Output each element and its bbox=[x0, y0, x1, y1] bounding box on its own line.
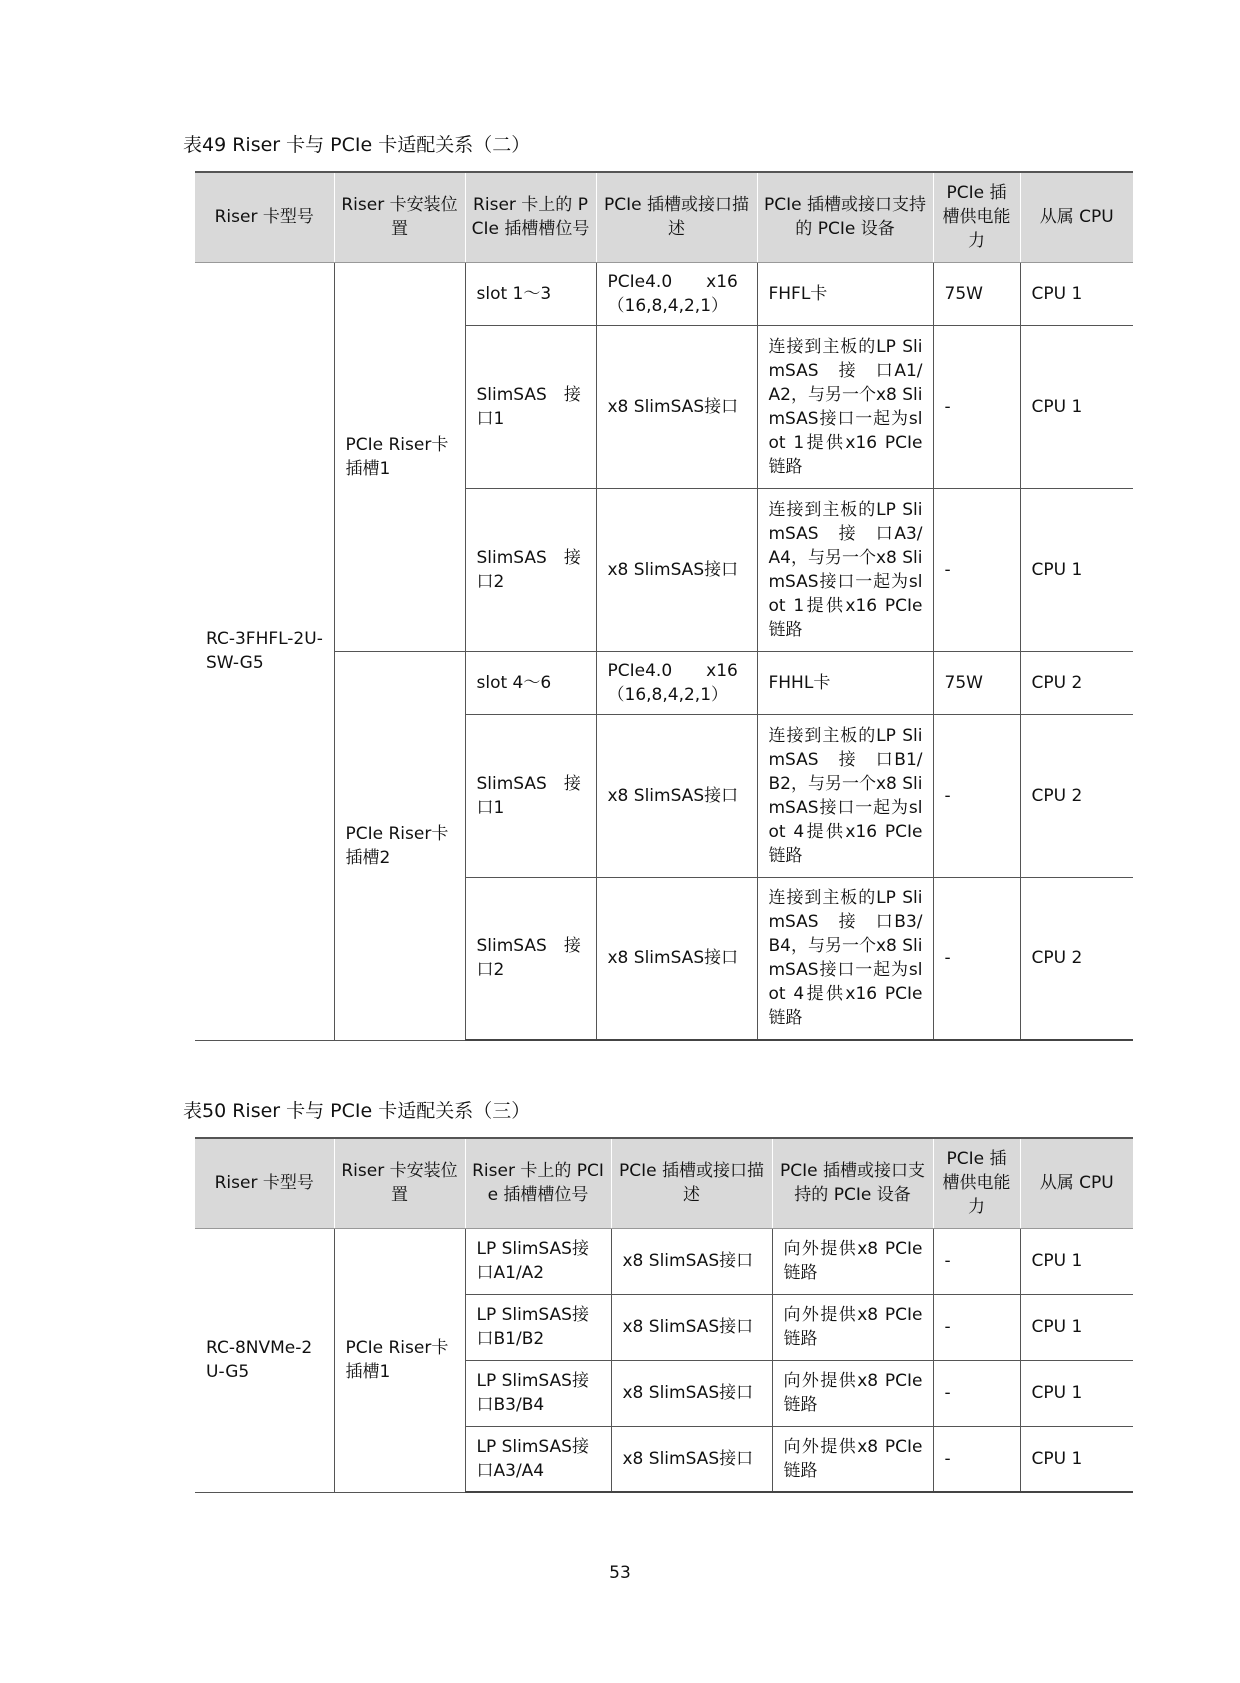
header-slot-number: Riser 卡上的 PCIe 插槽槽位号 bbox=[465, 1138, 611, 1228]
table-49-caption: 表49 Riser 卡与 PCIe 卡适配关系（二） bbox=[183, 134, 531, 156]
interface-cell: x8 SlimSAS接口 bbox=[611, 1426, 772, 1492]
cpu-cell: CPU 1 bbox=[1020, 1360, 1133, 1426]
header-power: PCIe 插槽供电能力 bbox=[933, 1138, 1020, 1228]
header-interface-desc: PCIe 插槽或接口描述 bbox=[596, 172, 757, 262]
power-cell: - bbox=[933, 1360, 1020, 1426]
power-cell: - bbox=[933, 1294, 1020, 1360]
power-cell: - bbox=[933, 488, 1020, 651]
header-power: PCIe 插槽供电能力 bbox=[933, 172, 1020, 262]
cpu-cell: CPU 1 bbox=[1020, 325, 1133, 488]
interface-cell: x8 SlimSAS接口 bbox=[611, 1360, 772, 1426]
device-cell: 向外提供x8 PCIe链路 bbox=[772, 1360, 933, 1426]
header-interface-desc: PCIe 插槽或接口描述 bbox=[611, 1138, 772, 1228]
install-position-cell: PCIe Riser卡插槽1 bbox=[334, 1228, 465, 1492]
header-supported-device: PCIe 插槽或接口支持的 PCIe 设备 bbox=[772, 1138, 933, 1228]
cpu-cell: CPU 1 bbox=[1020, 488, 1133, 651]
slot-cell: slot 1～3 bbox=[465, 262, 596, 325]
riser-model-cell: RC-8NVMe-2U-G5 bbox=[195, 1228, 334, 1492]
table-50-caption: 表50 Riser 卡与 PCIe 卡适配关系（三） bbox=[183, 1100, 531, 1122]
interface-cell: x8 SlimSAS接口 bbox=[596, 877, 757, 1040]
header-supported-device: PCIe 插槽或接口支持的 PCIe 设备 bbox=[757, 172, 933, 262]
install-position-cell: PCIe Riser卡插槽1 bbox=[334, 262, 465, 651]
slot-cell: slot 4～6 bbox=[465, 651, 596, 714]
cpu-cell: CPU 2 bbox=[1020, 714, 1133, 877]
interface-cell: x8 SlimSAS接口 bbox=[596, 325, 757, 488]
header-riser-model: Riser 卡型号 bbox=[195, 1138, 334, 1228]
header-cpu: 从属 CPU bbox=[1020, 1138, 1133, 1228]
slot-cell: LP SlimSAS接口B1/B2 bbox=[465, 1294, 611, 1360]
cpu-cell: CPU 1 bbox=[1020, 262, 1133, 325]
riser-model-cell: RC-3FHFL-2U-SW-G5 bbox=[195, 262, 334, 1040]
device-cell: 连接到主板的LP SlimSAS 接 口B1/B2，与另一个x8 SlimSAS接口一起为slot 4提供x16 PCIe链路 bbox=[757, 714, 933, 877]
cpu-cell: CPU 2 bbox=[1020, 651, 1133, 714]
table-row bbox=[195, 262, 1133, 325]
slot-cell: LP SlimSAS接口A1/A2 bbox=[465, 1228, 611, 1294]
table-row bbox=[195, 1228, 1133, 1294]
cpu-cell: CPU 1 bbox=[1020, 1294, 1133, 1360]
device-cell: 连接到主板的LP SlimSAS 接 口A1/A2，与另一个x8 SlimSAS接口一起为slot 1提供x16 PCIe链路 bbox=[757, 325, 933, 488]
slot-cell: SlimSAS 接口1 bbox=[465, 325, 596, 488]
slot-cell: LP SlimSAS接口B3/B4 bbox=[465, 1360, 611, 1426]
interface-cell: PCIe4.0 x16（16,8,4,2,1） bbox=[596, 651, 757, 714]
slot-cell: LP SlimSAS接口A3/A4 bbox=[465, 1426, 611, 1492]
interface-cell: PCIe4.0 x16（16,8,4,2,1） bbox=[596, 262, 757, 325]
power-cell: 75W bbox=[933, 651, 1020, 714]
header-cpu: 从属 CPU bbox=[1020, 172, 1133, 262]
cpu-cell: CPU 2 bbox=[1020, 877, 1133, 1040]
table-header-row bbox=[195, 1138, 1133, 1228]
interface-cell: x8 SlimSAS接口 bbox=[611, 1294, 772, 1360]
device-cell: 向外提供x8 PCIe链路 bbox=[772, 1426, 933, 1492]
device-cell: 向外提供x8 PCIe链路 bbox=[772, 1228, 933, 1294]
power-cell: - bbox=[933, 877, 1020, 1040]
device-cell: 连接到主板的LP SlimSAS 接 口A3/A4，与另一个x8 SlimSAS接口一起为slot 1提供x16 PCIe链路 bbox=[757, 488, 933, 651]
power-cell: - bbox=[933, 1228, 1020, 1294]
device-cell: 向外提供x8 PCIe链路 bbox=[772, 1294, 933, 1360]
table-header-row bbox=[195, 172, 1133, 262]
slot-cell: SlimSAS 接口1 bbox=[465, 714, 596, 877]
install-position-cell: PCIe Riser卡插槽2 bbox=[334, 651, 465, 1040]
table-50 bbox=[195, 1137, 1133, 1493]
header-install-position: Riser 卡安装位置 bbox=[334, 1138, 465, 1228]
interface-cell: x8 SlimSAS接口 bbox=[596, 488, 757, 651]
header-riser-model: Riser 卡型号 bbox=[195, 172, 334, 262]
device-cell: FHFL卡 bbox=[757, 262, 933, 325]
slot-cell: SlimSAS 接口2 bbox=[465, 877, 596, 1040]
slot-cell: SlimSAS 接口2 bbox=[465, 488, 596, 651]
header-slot-number: Riser 卡上的 PCIe 插槽槽位号 bbox=[465, 172, 596, 262]
header-install-position: Riser 卡安装位置 bbox=[334, 172, 465, 262]
table-row bbox=[195, 651, 1133, 714]
cpu-cell: CPU 1 bbox=[1020, 1228, 1133, 1294]
interface-cell: x8 SlimSAS接口 bbox=[611, 1228, 772, 1294]
table-49 bbox=[195, 171, 1133, 1041]
interface-cell: x8 SlimSAS接口 bbox=[596, 714, 757, 877]
device-cell: 连接到主板的LP SlimSAS 接 口B3/B4，与另一个x8 SlimSAS接口一起为slot 4提供x16 PCIe链路 bbox=[757, 877, 933, 1040]
power-cell: - bbox=[933, 714, 1020, 877]
cpu-cell: CPU 1 bbox=[1020, 1426, 1133, 1492]
page-number: 53 bbox=[609, 1563, 631, 1583]
power-cell: - bbox=[933, 1426, 1020, 1492]
power-cell: 75W bbox=[933, 262, 1020, 325]
power-cell: - bbox=[933, 325, 1020, 488]
device-cell: FHHL卡 bbox=[757, 651, 933, 714]
